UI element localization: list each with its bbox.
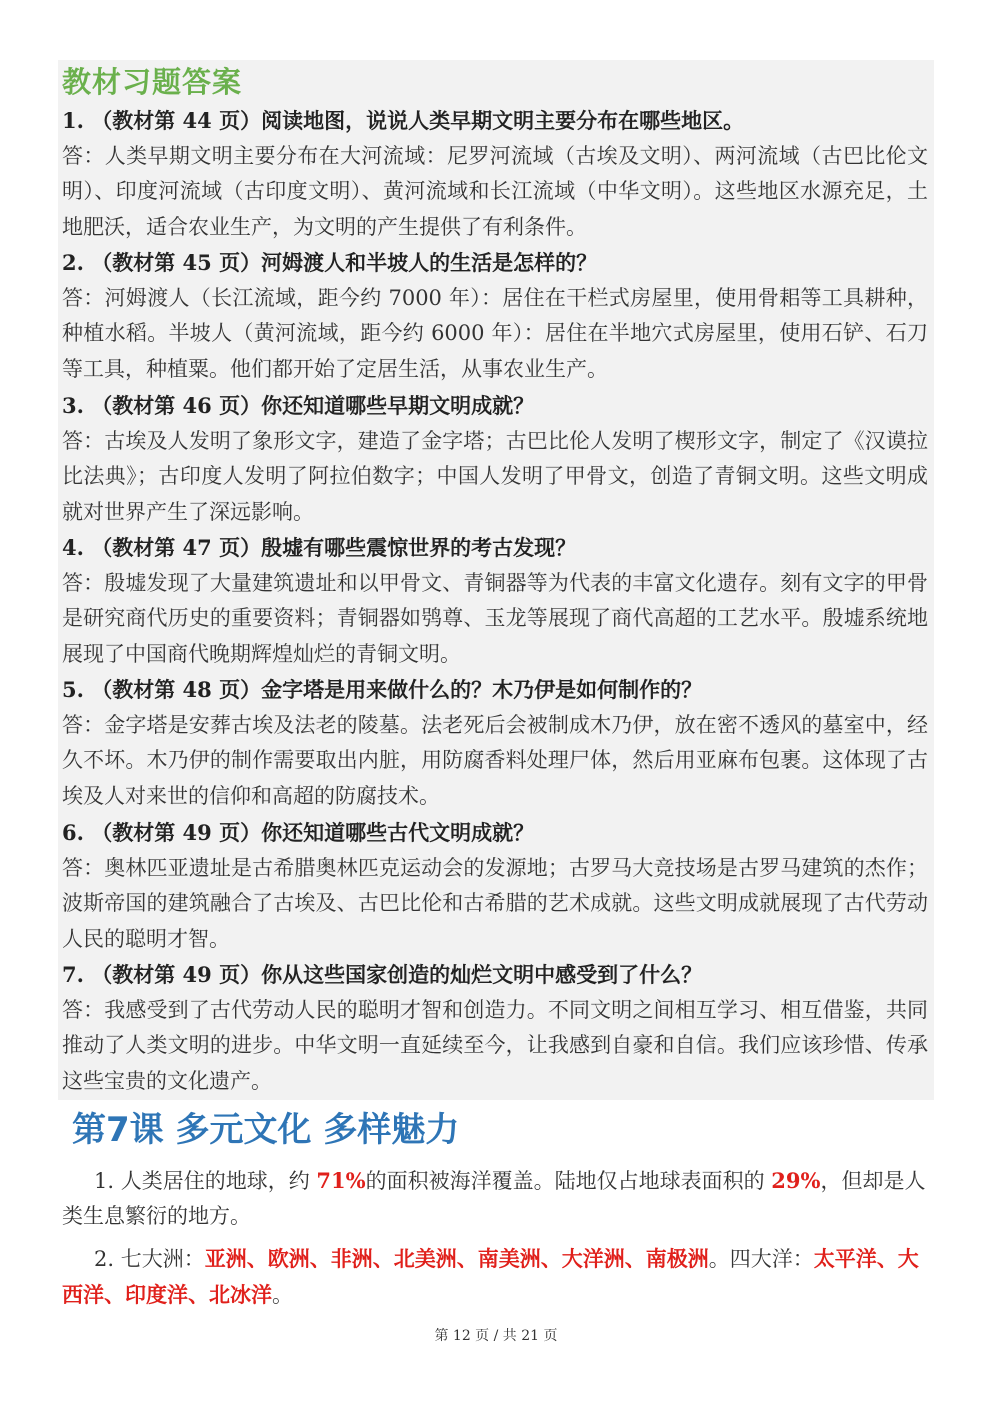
p2-text-1: 2. 七大洲： xyxy=(94,1247,205,1271)
p2-text-3: 。 xyxy=(272,1283,293,1307)
p1-text-1: 1. 人类居住的地球，约 xyxy=(94,1169,317,1193)
question-3: 3. （教材第 46 页）你还知道哪些早期文明成就？ xyxy=(62,393,535,418)
answer-1: 答：人类早期文明主要分布在大河流域：尼罗河流域（古埃及文明）、两河流域（古巴比伦文明）、印度河流域（古印度文明）、黄河流域和长江流域（中华文明）。这些地区水源充足，土地肥沃，适合农业生产，为文明的产生提供了有利条件。 xyxy=(62,143,928,239)
lesson-suffix: 课 多元文化 多样魅力 xyxy=(129,1110,460,1150)
p2-text-2: 。四大洋： xyxy=(708,1247,814,1271)
qa-item-2 xyxy=(62,245,928,387)
land-percentage: 29% xyxy=(771,1168,821,1193)
qa-item-1 xyxy=(62,103,928,245)
answer-4: 答：殷墟发现了大量建筑遗址和以甲骨文、青铜器等为代表的丰富文化遗存。刻有文字的甲骨是研究商代历史的重要资料；青铜器如鸮尊、玉龙等展现了商代高超的工艺水平。殷墟系统地展现了中国商代晚期辉煌灿烂的青铜文明。 xyxy=(62,570,928,666)
p1-text-2: 的面积被海洋覆盖。陆地仅占地球表面积的 xyxy=(365,1169,772,1193)
oceans-list: 太平洋、大西洋、印度洋、北冰洋 xyxy=(62,1246,919,1307)
ocean-percentage: 71% xyxy=(316,1168,366,1193)
question-7: 7. （教材第 49 页）你从这些国家创造的灿烂文明中感受到了什么？ xyxy=(62,962,703,987)
question-2: 2. （教材第 45 页）河姆渡人和半坡人的生活是怎样的？ xyxy=(62,250,598,275)
paragraph-1 xyxy=(62,1163,928,1234)
qa-item-3 xyxy=(62,388,928,530)
lesson-title xyxy=(72,1102,459,1151)
answer-2: 答：河姆渡人（长江流域，距今约 7000 年）：居住在干栏式房屋里，使用骨耜等工具耕种，种植水稻。半坡人（黄河流域，距今约 6000 年）：居住在半地穴式房屋里，使用石铲、石刀等工具，种植粟。他们都开始了定居生活，从事农业生产。 xyxy=(62,285,928,381)
qa-item-7 xyxy=(62,957,928,1099)
question-5: 5. （教材第 48 页）金字塔是用来做什么的？木乃伊是如何制作的？ xyxy=(62,677,703,702)
answer-7: 答：我感受到了古代劳动人民的聪明才智和创造力。不同文明之间相互学习、相互借鉴，共同推动了人类文明的进步。中华文明一直延续至今，让我感到自豪和自信。我们应该珍惜、传承这些宝贵的文化遗产。 xyxy=(62,997,928,1093)
lesson-number: 7 xyxy=(106,1110,130,1150)
page-number: 第 12 页 / 共 21 页 xyxy=(434,1328,558,1344)
answer-3: 答：古埃及人发明了象形文字，建造了金字塔；古巴比伦人发明了楔形文字，制定了《汉谟拉比法典》；古印度人发明了阿拉伯数字；中国人发明了甲骨文，创造了青铜文明。这些文明成就对世界产生了深远影响。 xyxy=(62,428,928,524)
qa-item-6 xyxy=(62,815,928,957)
continents-list: 亚洲、欧洲、非洲、北美洲、南美洲、大洋洲、南极洲 xyxy=(204,1246,709,1271)
answer-6: 答：奥林匹亚遗址是古希腊奥林匹克运动会的发源地；古罗马大竞技场是古罗马建筑的杰作；波斯帝国的建筑融合了古埃及、古巴比伦和古希腊的艺术成就。这些文明成就展现了古代劳动人民的聪明才智。 xyxy=(62,855,928,951)
qa-item-4 xyxy=(62,530,928,672)
question-1: 1. （教材第 44 页）阅读地图，说说人类早期文明主要分布在哪些地区。 xyxy=(62,108,745,133)
question-4: 4. （教材第 47 页）殷墟有哪些震惊世界的考古发现？ xyxy=(62,535,577,560)
question-6: 6. （教材第 49 页）你还知道哪些古代文明成就？ xyxy=(62,820,535,845)
lesson-prefix: 第 xyxy=(72,1110,106,1150)
answer-5: 答：金字塔是安葬古埃及法老的陵墓。法老死后会被制成木乃伊，放在密不透风的墓室中，经久不坏。木乃伊的制作需要取出内脏，用防腐香料处理尸体，然后用亚麻布包裹。这体现了古埃及人对来世的信仰和高超的防腐技术。 xyxy=(62,712,928,808)
p1-text-3: ，但却是人类生息繁衍的地方。 xyxy=(62,1169,926,1228)
paragraph-2 xyxy=(62,1241,928,1313)
section-title: 教材习题答案 xyxy=(62,65,243,99)
qa-item-5 xyxy=(62,672,928,814)
